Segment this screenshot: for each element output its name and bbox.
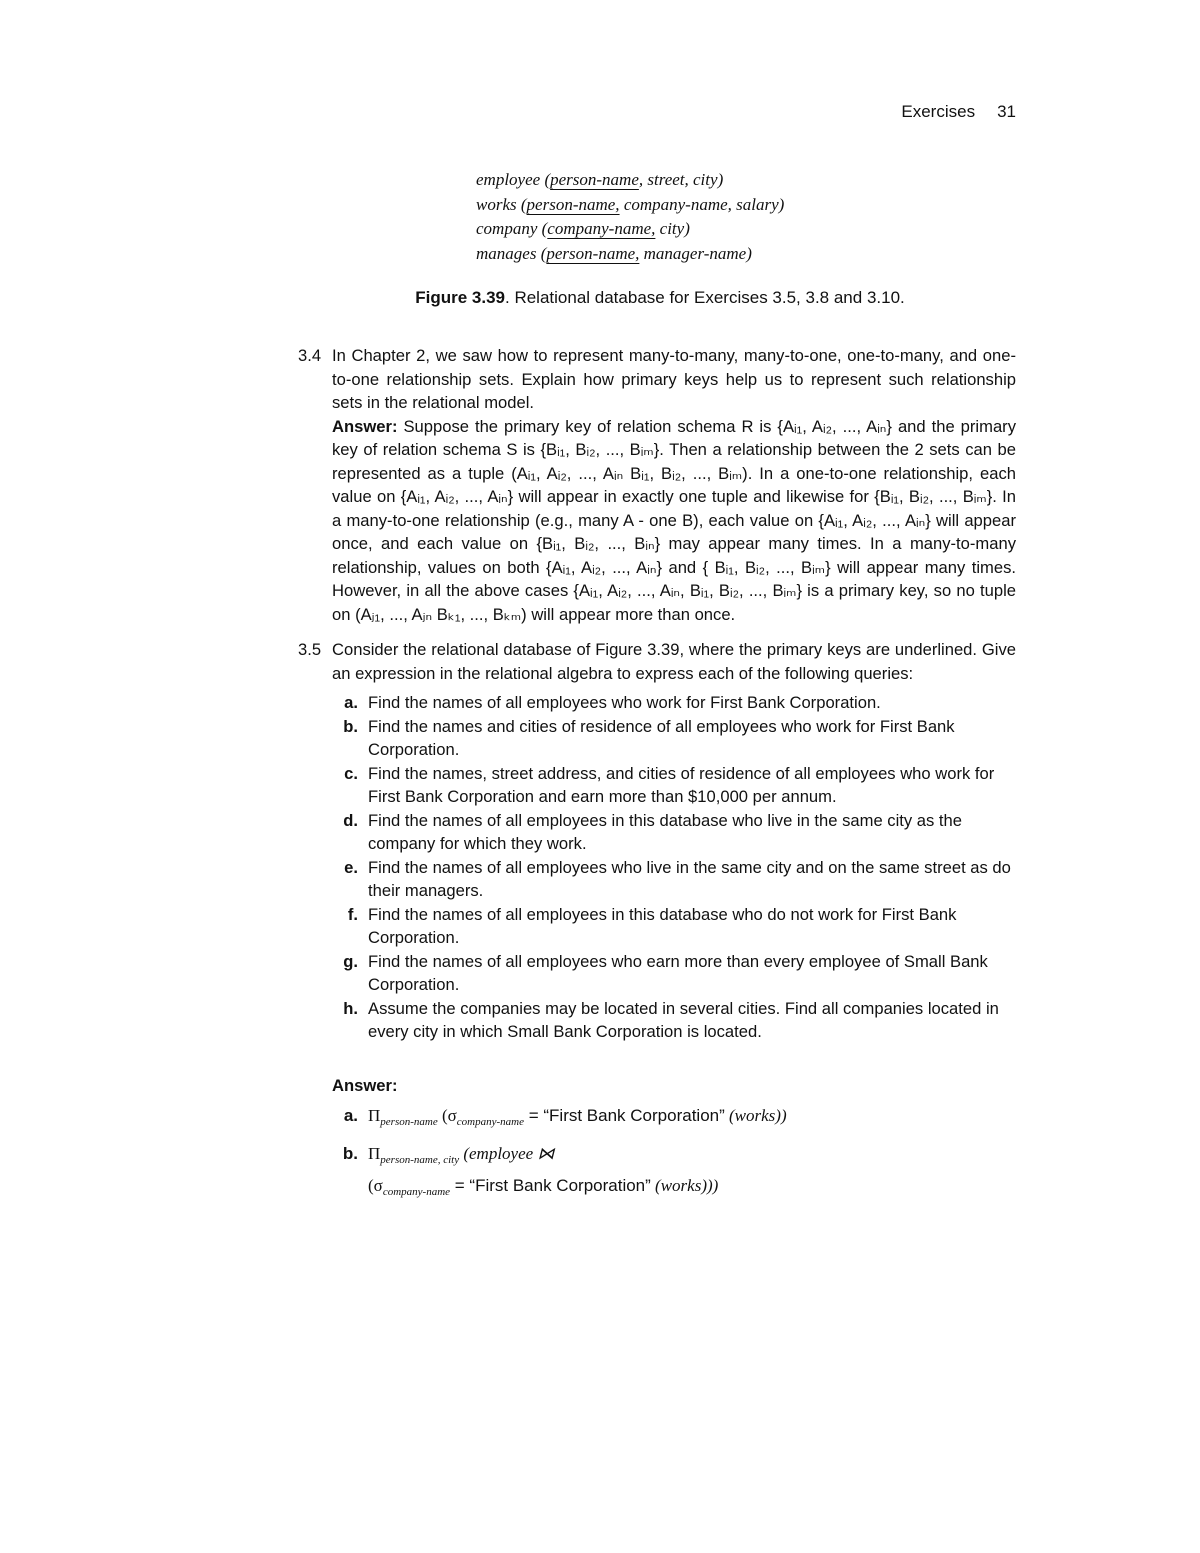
schema-row-company: company (company-name, city) [476,219,690,238]
page-number: 31 [997,102,1016,121]
list-item: f. Find the names of all employees in this database who do not work for First Bank Corporation. [347,904,957,947]
exercises-body [298,344,1016,1217]
section-title: Exercises [901,102,976,121]
primary-key: person-name [550,170,639,189]
answer-label: Answer: [332,1075,398,1095]
primary-key: person-name, [526,194,620,214]
schema-row-works: works (person-name, company-name, salary) [476,194,785,214]
answer-list [332,1103,1016,1205]
answer-block [332,1074,1016,1206]
exercise-answer: Answer: Suppose the primary key of relation schema R is {Aᵢ₁, Aᵢ₂, ..., Aᵢₙ} and the primary key of relation schema S is {Bᵢ₁, Bᵢ₂, ..., Bᵢₘ}. Then a relationship between the 2 sets can be represented as a tuple (Aᵢ₁, Aᵢ₂, ..., Aᵢₙ Bᵢ₁, Bᵢ₂, ..., Bᵢₘ). In a one-to-one relationship, each value on {Aᵢ₁, Aᵢ₂, ..., Aᵢₙ} will appear in exactly one tuple and likewise for {Bᵢ₁, Bᵢ₂, ..., Bᵢₘ}. In a many-to-one relationship (e.g., many A - one B), each value on {Aᵢ₁, Aᵢ₂, ..., Aᵢₙ} will appear once, and each value on {Bᵢ₁, Bᵢ₂, ..., Bᵢₙ} may appear many times. In a many-to-many relationship, values on both {Aᵢ₁, Aᵢ₂, ..., Aᵢₙ} and { Bᵢ₁, Bᵢ₂, ..., Bᵢₘ} will appear many times. However, in all the above cases {Aᵢ₁, Aᵢ₂, ..., Aᵢₙ, Bᵢ₁, Bᵢ₂, ..., Bᵢₘ} is a primary key, so no tuple on (Aⱼ₁, ..., Aⱼₙ Bₖ₁, ..., Bₖₘ) will appear more than once. [332,416,1016,624]
list-item: g. Find the names of all employees who earn more than every employee of Small Bank Corporation. [343,951,988,994]
schema-figure [476,168,1036,266]
exercise-question: Consider the relational database of Figure 3.39, where the primary keys are underlined. Give an expression in the relational algebra to express each of the following queries: [332,640,1016,683]
exercise-question: In Chapter 2, we saw how to represent many-to-many, many-to-one, one-to-many, and one-to-one relationship sets. Explain how primary keys help us to represent such relationship sets in the relational model. [332,346,1016,412]
figure-caption: Figure 3.39. Relational database for Exercises 3.5, 3.8 and 3.10. [415,288,905,307]
running-header [901,102,1016,122]
schema-row-employee: employee (person-name, street, city) [476,170,724,189]
primary-key: person-name, [546,243,640,263]
exercise-3-4 [298,344,1016,626]
list-item: c. Find the names, street address, and cities of residence of all employees who work for First Bank Corporation and earn more than $10,000 per annum. [344,763,995,806]
primary-key: company-name, [547,219,656,238]
exercise-3-5 [298,638,1016,1205]
exercise-number: 3.4 [298,346,322,365]
list-item: d. Find the names of all employees in this database who live in the same city as the company for which they work. [343,810,963,853]
query-list [332,691,1016,1044]
list-item: h. Assume the companies may be located in several cities. Find all companies located in every city in which Small Bank Corporation is located. [343,998,999,1041]
list-item: a. Find the names of all employees who work for First Bank Corporation. [344,693,881,712]
exercise-number: 3.5 [298,640,322,659]
schema-row-manages: manages (person-name, manager-name) [476,243,752,263]
figure-label: Figure 3.39 [415,288,505,307]
answer-expression-a: a. $\Pi_{person-name}$ ($\sigma_{company-name}$ = “First Bank Corporation” (works)) [343,1106,787,1128]
list-item: e. Find the names of all employees who live in the same city and on the same street as do their managers. [344,857,1011,900]
answer-expression-b: b. $\Pi_{person-name, city}$ (employee ⋈ ($\sigma_{company-name}$ = “First Bank Corporation” (works))) [342,1144,719,1198]
list-item: b. Find the names and cities of residence of all employees who work for First Bank Corporation. [343,716,955,759]
